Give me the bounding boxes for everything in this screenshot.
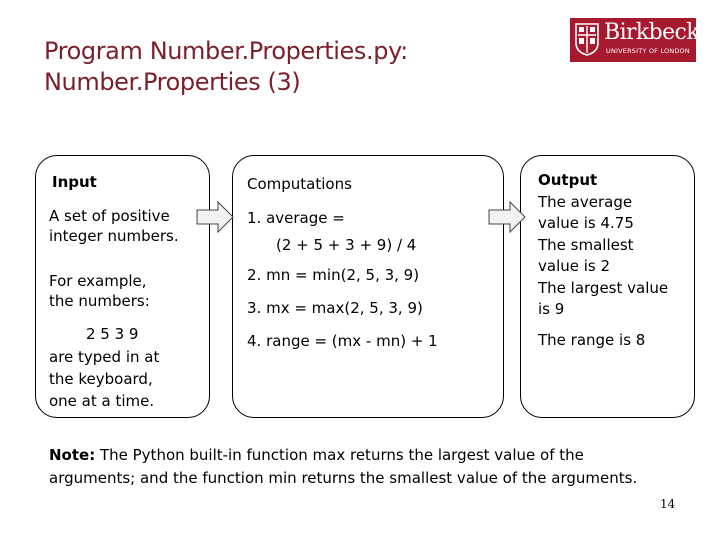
- output-line-5: The largest value: [538, 278, 669, 297]
- crest-icon: [575, 23, 599, 56]
- output-heading: Output: [538, 171, 598, 189]
- input-after-line-3: one at a time.: [49, 392, 155, 410]
- slide-title-line-2: Number.Properties (3): [44, 68, 301, 96]
- input-typing-info: [49, 346, 159, 412]
- output-text: [538, 170, 668, 321]
- note-label: Note:: [49, 446, 96, 464]
- output-line-3: The smallest: [538, 235, 634, 254]
- arrow-right-icon: [488, 201, 526, 233]
- input-desc-line-2: integer numbers.: [49, 227, 179, 245]
- logo-subtitle: UNIVERSITY OF LONDON: [606, 47, 690, 55]
- input-desc-line-1: A set of positive: [49, 207, 170, 225]
- input-example: [49, 271, 150, 311]
- computation-step-3: 3. mx = max(2, 5, 3, 9): [247, 299, 423, 317]
- input-example-line-2: the numbers:: [49, 292, 150, 310]
- arrow-right-icon: [196, 201, 234, 233]
- note-line-1: The Python built-in function max returns the largest value of the: [95, 446, 584, 464]
- slide-title: [44, 36, 544, 98]
- page-number: 14: [660, 497, 676, 511]
- input-description: [49, 206, 179, 246]
- slide-title-line-1: Program Number.Properties.py:: [44, 37, 408, 65]
- note-line-2: arguments; and the function min returns the smallest value of the arguments.: [49, 469, 638, 487]
- output-line-4: value is 2: [538, 257, 611, 275]
- input-example-line-1: For example,: [49, 272, 147, 290]
- birkbeck-logo: [570, 18, 700, 62]
- input-after-line-1: are typed in at: [49, 348, 160, 366]
- input-after-line-2: the keyboard,: [49, 370, 153, 388]
- computation-step-4: 4. range = (mx - mn) + 1: [247, 332, 438, 350]
- output-line-1: The average: [538, 192, 633, 211]
- computations-heading: Computations: [247, 175, 352, 193]
- output-line-6: is 9: [538, 300, 565, 318]
- computation-step-1: 1. average =: [247, 209, 345, 227]
- computation-step-2: 2. mn = min(2, 5, 3, 9): [247, 266, 420, 284]
- logo-name: Birkbeck: [604, 20, 700, 45]
- computation-step-1-expression: (2 + 5 + 3 + 9) / 4: [276, 236, 417, 254]
- input-numbers: 2 5 3 9: [86, 325, 139, 343]
- input-heading: Input: [52, 173, 97, 191]
- output-line-2: value is 4.75: [538, 214, 634, 232]
- note-paragraph: [49, 444, 689, 490]
- output-range-line: The range is 8: [538, 331, 646, 349]
